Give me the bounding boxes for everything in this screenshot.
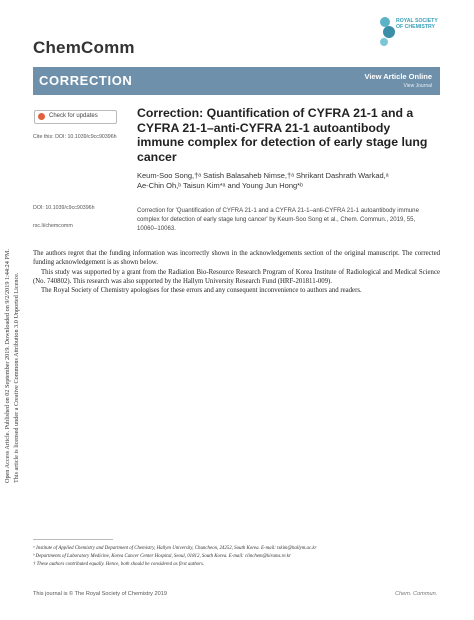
footer-copyright: This journal is © The Royal Society of Chemistry 2019 (33, 591, 167, 597)
license-line-1: Open Access Article. Published on 02 September 2019. Downloaded on 9/2/2019 1:44:24 PM. (4, 249, 11, 483)
body-paragraph-3: The Royal Society of Chemistry apologises for these errors and any consequent inconvenience to authors and readers. (41, 287, 362, 295)
update-icon (38, 113, 45, 120)
footnote-dagger: † These authors contributed equally. Hence, both should be considered as first authors. (33, 562, 205, 567)
footnote-a: ᵃ Institute of Applied Chemistry and Department of Chemistry, Hallym University, Chuncheon, 24252, South Korea. E-mail: tskim@hallym.ac.kr (33, 546, 317, 551)
article-title: Correction: Quantification of CYFRA 21-1 and a CYFRA 21-1–anti-CYFRA 21-1 autoantibody immune complex for detection of early stage lung cancer (137, 106, 428, 164)
check-for-updates-label: Check for updates (49, 113, 98, 119)
license-sidebar (0, 105, 24, 485)
footnote-divider (33, 539, 113, 540)
logo-line-1: ROYAL SOCIETY (396, 18, 438, 24)
section-title: CORRECTION (39, 73, 133, 88)
footnotes (33, 545, 440, 569)
rsc-logo (378, 12, 468, 52)
rsc-logo-icon (378, 12, 396, 52)
section-banner (33, 67, 440, 95)
cite-this: Cite this: DOI: 10.1039/c9cc90396h (33, 134, 117, 140)
body-paragraph-2: This study was supported by a grant from the Radiation Bio-Resource Research Program of Korea Institute of Radiological and Medical Science (No. 740802). This research was also supported by the Hallym University Research Fund (HRF-201811-009). (33, 268, 440, 285)
authors-line-2: Ae-Chin Oh,ᵇ Taisun Kim*ᵃ and Young Jun Hong*ᵇ (137, 181, 303, 190)
view-journal-link[interactable]: View Journal (403, 83, 432, 89)
check-for-updates-button[interactable] (34, 110, 117, 124)
body-paragraph-1: The authors regret that the funding information was incorrectly shown in the acknowledgements section of the original manuscript. The corrected funding acknowledgement is as shown below. (33, 250, 440, 267)
journal-name: ChemComm (33, 38, 135, 57)
authors-line-1: Keum-Soo Song,†ᵃ Satish Balasaheb Nimse,†ᵃ Shrikant Dashrath Warkad,ᵃ (137, 171, 389, 180)
footer-journal: Chem. Commun. (395, 591, 438, 597)
rsc-link[interactable]: rsc.li/chemcomm (33, 223, 73, 229)
author-list (137, 171, 437, 191)
view-article-online-link[interactable]: View Article Online (364, 72, 432, 81)
correction-summary: Correction for 'Quantification of CYFRA 21-1 and a CYFRA 21-1–anti-CYFRA 21-1 autoantibody immune complex for detection of early stage lung cancer' by Keum-Soo Song et al., Chem. Commun., 2019, 55, 10060–10063. (137, 207, 419, 232)
article-body (33, 249, 440, 295)
footnote-b: ᵇ Departments of Laboratory Medicine, Korea Cancer Center Hospital, Seoul, 01812, South Korea. E-mail: clinchem@kirams.re.kr (33, 554, 291, 559)
logo-line-2: OF CHEMISTRY (396, 24, 436, 30)
license-line-2[interactable]: This article is licensed under a Creative Commons Attribution 3.0 Unported Licence. (13, 272, 20, 483)
doi[interactable]: DOI: 10.1039/c9cc90396h (33, 205, 95, 211)
